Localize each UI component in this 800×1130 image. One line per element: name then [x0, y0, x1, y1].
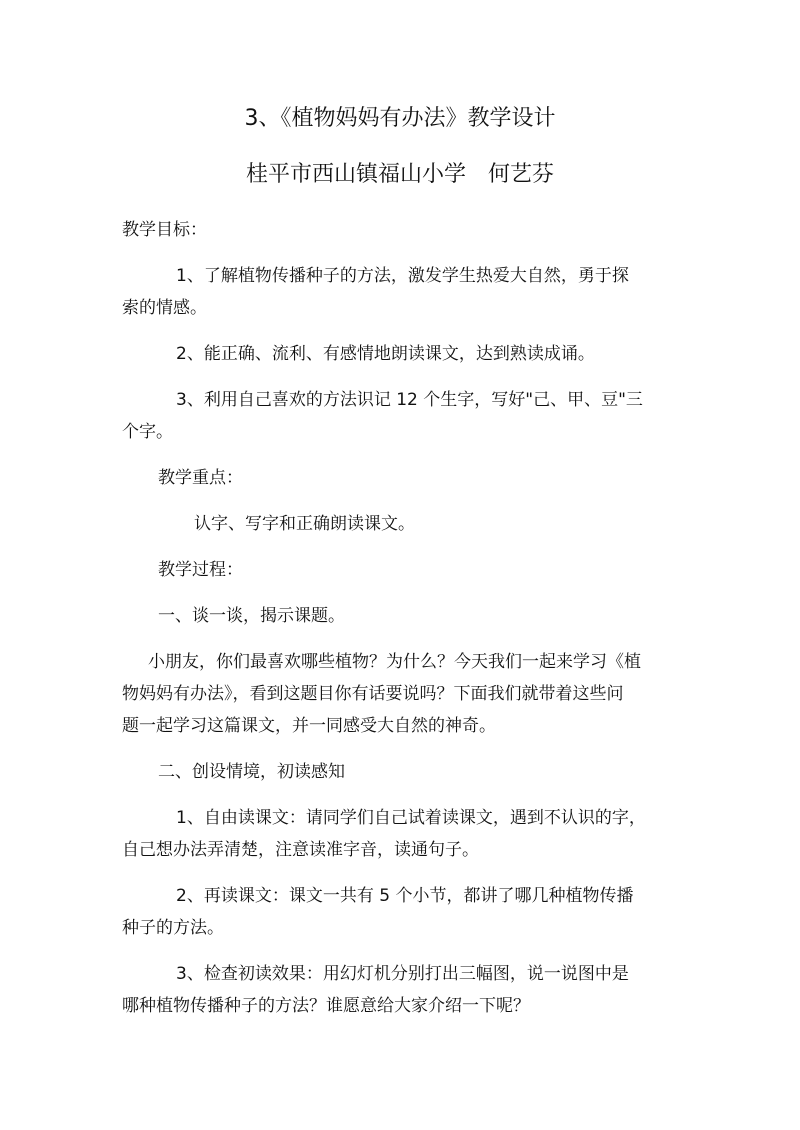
step-2-item-2-line-1: 2、再读课文：课文一共有 5 个小节，都讲了哪几种植物传播	[176, 886, 634, 906]
goal-3-line-2: 个字。	[122, 422, 173, 442]
step-1-paragraph-line-1: 小朋友，你们最喜欢哪些植物？为什么？今天我们一起来学习《植	[148, 652, 641, 672]
goal-1-line-1: 1、了解植物传播种子的方法，激发学生热爱大自然，勇于探	[176, 266, 629, 286]
step-2-item-3-line-2: 哪种植物传播种子的方法？谁愿意给大家介绍一下呢？	[122, 996, 530, 1016]
step-1-paragraph-line-2: 物妈妈有办法》，看到这题目你有话要说吗？下面我们就带着这些问	[122, 684, 624, 704]
goal-3-line-1: 3、利用自己喜欢的方法识记 12 个生字，写好"己、甲、豆"三	[176, 390, 643, 410]
document-title: 3、《植物妈妈有办法》教学设计	[244, 106, 556, 131]
step-2-item-3-line-1: 3、检查初读效果：用幻灯机分别打出三幅图，说一说图中是	[176, 964, 629, 984]
step-2-heading: 二、创设情境，初读感知	[158, 762, 345, 782]
goal-2: 2、能正确、流利、有感情地朗读课文，达到熟读成诵。	[176, 344, 595, 364]
step-2-item-1-line-1: 1、自由读课文：请同学们自己试着读课文，遇到不认识的字，	[176, 808, 646, 828]
step-2-item-1-line-2: 自己想办法弄清楚，注意读准字音，读通句子。	[122, 840, 479, 860]
step-1-paragraph-line-3: 题一起学习这篇课文，并一同感受大自然的神奇。	[122, 716, 496, 736]
focus-heading: 教学重点：	[158, 468, 243, 488]
document-author: 桂平市西山镇福山小学 何艺芬	[245, 162, 554, 187]
goals-heading: 教学目标：	[122, 220, 207, 240]
focus-text: 认字、写字和正确朗读课文。	[194, 514, 415, 534]
step-2-item-2-line-2: 种子的方法。	[122, 918, 224, 938]
step-1-heading: 一、谈一谈，揭示课题。	[158, 606, 345, 626]
goal-1-line-2: 索的情感。	[122, 298, 207, 318]
process-heading: 教学过程：	[158, 560, 243, 580]
